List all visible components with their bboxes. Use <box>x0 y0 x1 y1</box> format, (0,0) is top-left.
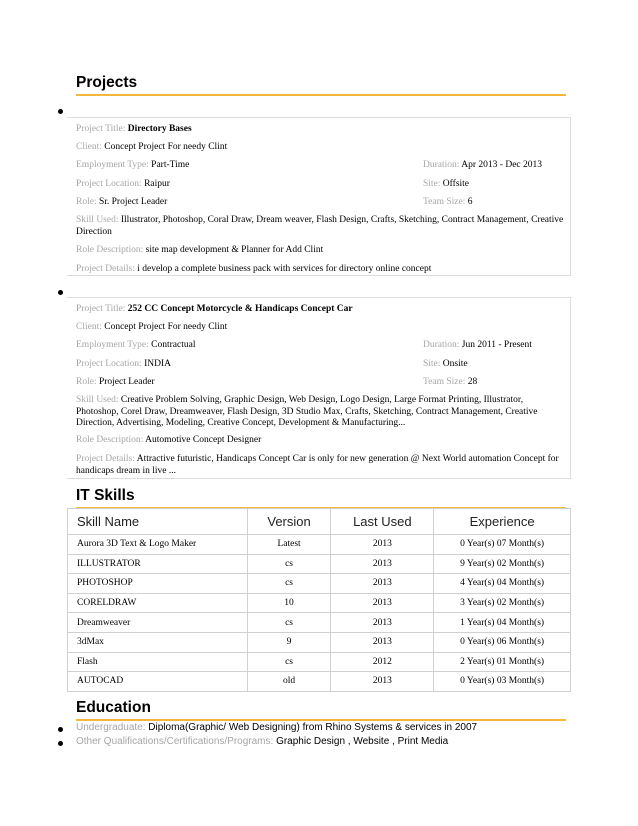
table-row: Flash cs 2012 2 Year(s) 01 Month(s) <box>68 652 571 672</box>
project-site-row: Site: Offsite <box>423 179 470 189</box>
project-details-row: Project Details: Attractive futuristic, Handicaps Concept Car is only for new generation @ Next World automation Concept for handicaps dream in live ... <box>76 454 559 476</box>
bullet-icon <box>58 290 63 295</box>
table-header-row <box>68 509 571 535</box>
project-team-row: Team Size: 6 <box>423 197 473 207</box>
project-card <box>67 117 571 276</box>
it-skills-heading: IT Skills <box>76 487 566 509</box>
table-row: ILLUSTRATOR cs 2013 9 Year(s) 02 Month(s) <box>68 554 571 574</box>
project-skills-row: Skill Used: Illustrator, Photoshop, Coral Draw, Dream weaver, Flash Design, Crafts, Sketching, Contract Management, Creative Direction <box>76 215 564 237</box>
project-duration-row: Duration: Apr 2013 - Dec 2013 <box>423 160 543 170</box>
project-role-row: Role: Sr. Project Leader <box>76 197 168 207</box>
education-item: Undergraduate: Diploma(Graphic/ Web Designing) from Rhino Systems & services in 2007 <box>76 722 478 733</box>
project-card <box>67 297 571 479</box>
table-row: Dreamweaver cs 2013 1 Year(s) 04 Month(s) <box>68 613 571 633</box>
table-row: 3dMax 9 2013 0 Year(s) 06 Month(s) <box>68 632 571 652</box>
project-employment-row: Employment Type: Contractual <box>76 340 196 350</box>
bullet-icon <box>58 727 63 732</box>
table-row: Aurora 3D Text & Logo Maker Latest 2013 0 Year(s) 07 Month(s) <box>68 535 571 555</box>
column-header-version: Version <box>247 509 331 535</box>
column-header-experience: Experience <box>434 509 571 535</box>
project-title-row: Project Title: Directory Bases <box>76 124 192 134</box>
project-title: Directory Bases <box>127 124 192 134</box>
project-details-row: Project Details: i develop a complete business pack with services for directory online concept <box>76 264 432 274</box>
projects-heading: Projects <box>76 74 566 96</box>
project-role-row: Role: Project Leader <box>76 377 155 387</box>
project-skills-row: Skill Used: Creative Problem Solving, Graphic Design, Web Design, Logo Design, Large Format Printing, Illustrator, Photoshop, Corel Draw, Dreamweaver, Flash Design, 3D Studio Max, Crafts, Sketching, Contract Management, Creative Direction, Advertising, Modeling, Creative Concept, Development & Manufacturing... <box>76 395 538 428</box>
project-site-row: Site: Onsite <box>423 359 468 369</box>
project-title-row: Project Title: 252 CC Concept Motorcycle & Handicaps Concept Car <box>76 304 353 314</box>
education-item: Other Qualifications/Certifications/Programs: Graphic Design , Website , Print Media <box>76 736 449 747</box>
bullet-icon <box>58 741 63 746</box>
bullet-icon <box>58 109 63 114</box>
education-heading: Education <box>76 699 566 721</box>
project-duration-row: Duration: Jun 2011 - Present <box>423 340 532 350</box>
project-location-row: Project Location: INDIA <box>76 359 171 369</box>
column-header-skill: Skill Name <box>68 509 248 535</box>
table-row: PHOTOSHOP cs 2013 4 Year(s) 04 Month(s) <box>68 574 571 594</box>
project-client-row: Client: Concept Project For needy Clint <box>76 142 228 152</box>
it-skills-table <box>67 508 571 692</box>
project-roledesc-row: Role Description: site map development & Planner for Add Clint <box>76 245 324 255</box>
project-location-row: Project Location: Raipur <box>76 179 170 189</box>
project-employment-row: Employment Type: Part-Time <box>76 160 190 170</box>
table-row: CORELDRAW 10 2013 3 Year(s) 02 Month(s) <box>68 593 571 613</box>
project-roledesc-row: Role Description: Automotive Concept Designer <box>76 435 262 445</box>
column-header-last-used: Last Used <box>331 509 434 535</box>
table-row: AUTOCAD old 2013 0 Year(s) 03 Month(s) <box>68 672 571 692</box>
project-team-row: Team Size: 28 <box>423 377 478 387</box>
project-title: 252 CC Concept Motorcycle & Handicaps Concept Car <box>127 304 353 314</box>
project-client-row: Client: Concept Project For needy Clint <box>76 322 228 332</box>
